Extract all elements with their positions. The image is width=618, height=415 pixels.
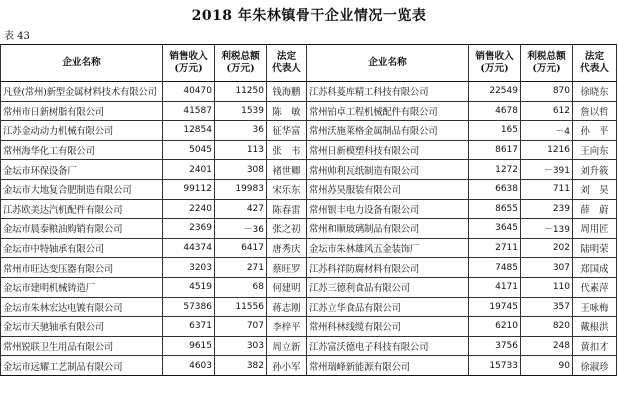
rep-right: 薛 蔚	[573, 199, 617, 219]
tax-left: 308	[215, 160, 267, 180]
company-name-left: 江苏欧美达汽机配件有限公司	[1, 199, 163, 219]
sales-right: 1272	[469, 160, 521, 180]
rep-right: 王向东	[573, 140, 617, 160]
header-rep-label2: 代表人	[272, 63, 301, 74]
rep-right: 陆明荣	[573, 238, 617, 258]
enterprise-table	[0, 44, 617, 376]
tax-left: 303	[215, 336, 267, 356]
sales-left: 2369	[163, 219, 215, 239]
header-rep-label: 法定	[276, 51, 297, 62]
company-name-right: 常州科林线缆有限公司	[307, 317, 469, 337]
tax-right: 202	[521, 238, 573, 258]
tax-right: 90	[521, 356, 573, 376]
header-sales-label: 销售收入	[475, 51, 514, 62]
rep-left: 褚世卿	[267, 160, 307, 180]
table-row	[1, 179, 617, 199]
rep-right: 郑国成	[573, 258, 617, 278]
sales-right: 15733	[469, 356, 521, 376]
table-body	[1, 82, 617, 376]
table-row	[1, 336, 617, 356]
sales-right: 7485	[469, 258, 521, 278]
tax-right: 820	[521, 317, 573, 337]
rep-right: 周用匠	[573, 219, 617, 239]
sales-left: 41587	[163, 101, 215, 121]
sales-left: 99112	[163, 179, 215, 199]
company-name-left: 金坛市环保设备厂	[1, 160, 163, 180]
table-number: 表 43	[4, 31, 30, 42]
tax-right: 239	[521, 199, 573, 219]
company-name-right: 金坛市朱林雄风五金装饰厂	[307, 238, 469, 258]
company-name-left: 金坛市大地复合肥制造有限公司	[1, 179, 163, 199]
sales-left: 40470	[163, 82, 215, 102]
rep-right: 徐晓东	[573, 82, 617, 102]
rep-left: 李梓平	[267, 317, 307, 337]
rep-right: 刘 昊	[573, 179, 617, 199]
table-row	[1, 277, 617, 297]
rep-left: 蒋志刚	[267, 297, 307, 317]
table-row	[1, 82, 617, 102]
tax-right: 1216	[521, 140, 573, 160]
company-name-right: 江苏富沃德电子科技有限公司	[307, 336, 469, 356]
header-name-left: 企业名称	[1, 45, 163, 82]
company-name-right: 常州帅利瓦纸制造有限公司	[307, 160, 469, 180]
company-name-left: 金坛市朱林宏达电镀有限公司	[1, 297, 163, 317]
header-tax-unit: (万元)	[226, 63, 255, 74]
sales-left: 5045	[163, 140, 215, 160]
rep-left: 周立新	[267, 336, 307, 356]
company-name-right: 常州铂卓工程机械配件有限公司	[307, 101, 469, 121]
tax-left: 707	[215, 317, 267, 337]
table-row	[1, 297, 617, 317]
tax-left: 68	[215, 277, 267, 297]
header-sales-label: 销售收入	[169, 51, 208, 62]
tax-left: 1539	[215, 101, 267, 121]
header-rep-left	[267, 45, 307, 82]
sales-right: 6638	[469, 179, 521, 199]
header-tax-label: 利税总额	[527, 51, 566, 62]
sales-left: 2401	[163, 160, 215, 180]
company-name-right: 常州银丰电力设备有限公司	[307, 199, 469, 219]
rep-left: 钱海鹏	[267, 82, 307, 102]
header-rep-label: 法定	[584, 51, 605, 62]
table-header-row	[1, 45, 617, 82]
header-sales-left	[163, 45, 215, 82]
header-tax-left	[215, 45, 267, 82]
rep-left: 张之初	[267, 219, 307, 239]
rep-left: 唐秀庆	[267, 238, 307, 258]
company-name-left: 常州海华化工有限公司	[1, 140, 163, 160]
sales-left: 2240	[163, 199, 215, 219]
company-name-right: 常州苏昊服装有限公司	[307, 179, 469, 199]
rep-left: 孙小军	[267, 356, 307, 376]
sales-right: 8617	[469, 140, 521, 160]
sales-right: 6210	[469, 317, 521, 337]
rep-left: 宋乐东	[267, 179, 307, 199]
tax-right: 110	[521, 277, 573, 297]
table-row	[1, 219, 617, 239]
rep-right: 黄扣才	[573, 336, 617, 356]
rep-left: 征华富	[267, 121, 307, 141]
header-sales-right	[469, 45, 521, 82]
rep-left: 何建明	[267, 277, 307, 297]
table-row	[1, 356, 617, 376]
sales-right: 3756	[469, 336, 521, 356]
sales-right: 19745	[469, 297, 521, 317]
header-tax-unit: (万元)	[532, 63, 561, 74]
rep-left: 陈 敏	[267, 101, 307, 121]
header-sales-unit: (万元)	[480, 63, 509, 74]
rep-right: 刘升筱	[573, 160, 617, 180]
tax-left: 382	[215, 356, 267, 376]
tax-left: 6417	[215, 238, 267, 258]
tax-right: 307	[521, 258, 573, 278]
company-name-right: 江苏科祥防腐材料有限公司	[307, 258, 469, 278]
sales-left: 4603	[163, 356, 215, 376]
rep-left: 张 韦	[267, 140, 307, 160]
tax-right: 870	[521, 82, 573, 102]
rep-left: 蔡旺罗	[267, 258, 307, 278]
header-rep-label2: 代表人	[580, 63, 609, 74]
rep-right: 孙 平	[573, 121, 617, 141]
header-tax-label: 利税总额	[221, 51, 260, 62]
sales-right: 165	[469, 121, 521, 141]
sales-left: 12854	[163, 121, 215, 141]
table-row	[1, 199, 617, 219]
rep-right: 王咏梅	[573, 297, 617, 317]
table-row	[1, 258, 617, 278]
sales-left: 57386	[163, 297, 215, 317]
tax-right: 248	[521, 336, 573, 356]
rep-left: 陈春雷	[267, 199, 307, 219]
company-name-left: 凡登(常州)新型金属材料技术有限公司	[1, 82, 163, 102]
sales-left: 6371	[163, 317, 215, 337]
company-name-right: 江苏立华食品有限公司	[307, 297, 469, 317]
company-name-left: 金坛市远耀工艺制品有限公司	[1, 356, 163, 376]
company-name-right: 江苏科菱库精工科技有限公司	[307, 82, 469, 102]
tax-right: －391	[521, 160, 573, 180]
header-name-right: 企业名称	[307, 45, 469, 82]
sales-left: 9615	[163, 336, 215, 356]
tax-left: －36	[215, 219, 267, 239]
table-row	[1, 121, 617, 141]
tax-left: 113	[215, 140, 267, 160]
company-name-right: 江苏三德利食品有限公司	[307, 277, 469, 297]
sales-right: 3645	[469, 219, 521, 239]
tax-right: 357	[521, 297, 573, 317]
table-row	[1, 101, 617, 121]
sales-right: 22549	[469, 82, 521, 102]
tax-left: 271	[215, 258, 267, 278]
sales-right: 4678	[469, 101, 521, 121]
sales-left: 3203	[163, 258, 215, 278]
company-name-right: 常州沃施莱格金属制品有限公司	[307, 121, 469, 141]
tax-left: 427	[215, 199, 267, 219]
tax-left: 36	[215, 121, 267, 141]
company-name-right: 常州和顺玻璃制品有限公司	[307, 219, 469, 239]
rep-right: 代素萍	[573, 277, 617, 297]
rep-right: 詹以哲	[573, 101, 617, 121]
rep-right: 戴根洪	[573, 317, 617, 337]
company-name-right: 常州日新模塑科技有限公司	[307, 140, 469, 160]
company-name-left: 江苏金动动力机械有限公司	[1, 121, 163, 141]
tax-left: 11250	[215, 82, 267, 102]
tax-left: 19983	[215, 179, 267, 199]
sales-left: 4519	[163, 277, 215, 297]
sales-left: 44374	[163, 238, 215, 258]
company-name-left: 金坛市建明机械铸造厂	[1, 277, 163, 297]
table-row	[1, 160, 617, 180]
tax-right: －4	[521, 121, 573, 141]
tax-right: 711	[521, 179, 573, 199]
header-tax-right	[521, 45, 573, 82]
company-name-right: 常州瑞峰新能源有限公司	[307, 356, 469, 376]
tax-right: 612	[521, 101, 573, 121]
company-name-left: 常州市旺达变压器有限公司	[1, 258, 163, 278]
company-name-left: 常州市日新树脂有限公司	[1, 101, 163, 121]
sales-right: 2711	[469, 238, 521, 258]
sales-right: 4171	[469, 277, 521, 297]
company-name-left: 常州锐联卫生用品有限公司	[1, 336, 163, 356]
table-row	[1, 317, 617, 337]
table-row	[1, 238, 617, 258]
company-name-left: 金坛市中特轴承有限公司	[1, 238, 163, 258]
tax-right: －139	[521, 219, 573, 239]
rep-right: 徐淑珍	[573, 356, 617, 376]
sales-right: 8655	[469, 199, 521, 219]
company-name-left: 金坛市晨泰粮油购销有限公司	[1, 219, 163, 239]
header-sales-unit: (万元)	[174, 63, 203, 74]
company-name-left: 金坛市天驰轴承有限公司	[1, 317, 163, 337]
header-rep-right	[573, 45, 617, 82]
table-row	[1, 140, 617, 160]
page-title: 2018 年朱林镇骨干企业情况一览表	[191, 8, 427, 24]
tax-left: 11556	[215, 297, 267, 317]
